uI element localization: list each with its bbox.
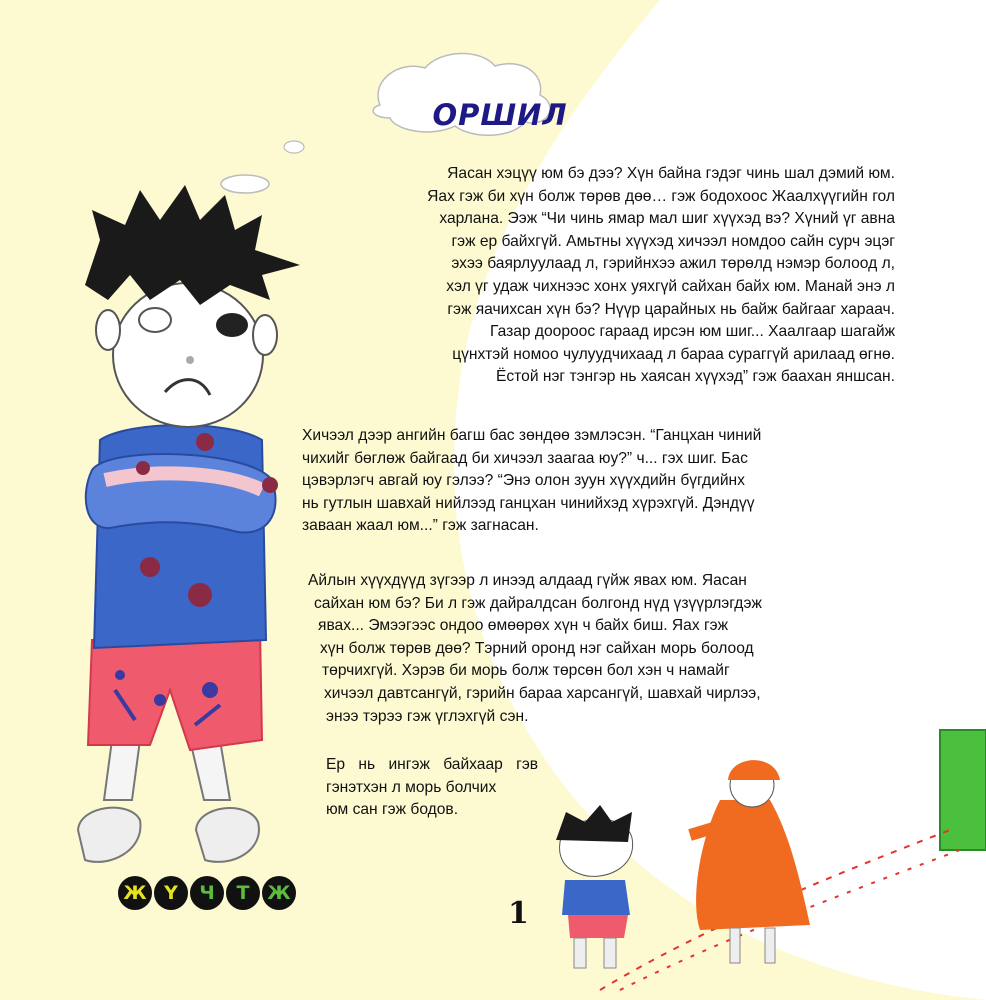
cloud-small <box>221 175 269 193</box>
text-line: Хичээл дээр ангийн багш бас зөндөө зэмлэсэн. “Ганцхан чиний <box>302 427 762 444</box>
paragraph-2 <box>302 425 902 538</box>
text-line: хичээл давтсангүй, гэрийн бараа харсангүй, шавхай чирлээ, <box>324 684 761 702</box>
logo-letter: Ч <box>190 876 224 910</box>
paragraph-1 <box>295 163 895 389</box>
text-line: цүнхтэй номоо чулуудчихаад л бараа сураггүй арилаад өгнө. <box>452 345 895 363</box>
text-line: Ер нь ингэж байхаар гэв <box>326 756 539 773</box>
text-line: эхээ баярлуулаад л, гэрийнхээ ажил төрөлд нэмэр болоод л, <box>451 255 895 273</box>
page-title: ОРШИЛ <box>432 98 568 132</box>
text-line: энээ тэрээ гэж үглэхгүй сэн. <box>326 707 529 725</box>
boy-illustration <box>78 185 300 862</box>
text-line: Ёстой нэг тэнгэр нь хаясан хүүхэд” гэж баахан яншсан. <box>495 368 895 386</box>
text-line: цэвэрлэгч авгай юу гэлээ? “Энэ олон зуун хүүхдийн бүгдийнх <box>302 472 745 490</box>
logo-letter: Ү <box>154 876 188 910</box>
text-line: хүн болж төрөв дөө? Тэрний оронд нэг сайхан морь болоод <box>320 639 754 657</box>
text-line: Яах гэж би хүн болж төрөв дөө… гэж бодохоос Жаалхүүгийн гол <box>427 187 895 205</box>
logo-letter: Т <box>226 876 260 910</box>
text-line: нь гутлын шавхай нийлээд ганцхан чинийхэд хүрэхгүй. Дэндүү <box>302 494 755 512</box>
logo-letter: Ж <box>118 876 152 910</box>
text-line: хэл үг удаж чихнээс хонх уяхгүй сайхан байх юм. Манай энэ л <box>446 277 895 295</box>
text-line: Айлын хүүхдүүд зүгээр л инээд алдаад гүйж явах юм. Яасан <box>308 572 747 589</box>
series-logo <box>118 876 296 910</box>
text-line: Газар доороос гараад ирсэн юм шиг... Хаалгаар шагайж <box>490 323 895 341</box>
cloud-tiny <box>284 141 304 153</box>
paragraph-3 <box>308 570 898 728</box>
text-line: заваан жаал юм...” гэж загнасан. <box>302 517 539 535</box>
page-number: 1 <box>508 896 529 931</box>
text-line: гэж яачихсан хүн бэ? Нүүр царайных нь байж байгааг хараач. <box>447 300 895 318</box>
logo-letter: Ж <box>262 876 296 910</box>
text-line: явах... Эмээгээс ондоо өмөөрөх хүн ч байх биш. Яах гэж <box>318 617 729 635</box>
text-line: харлана. Ээж “Чи чинь ямар мал шиг хүүхэд вэ? Хүний үг авна <box>439 210 895 228</box>
text-line: Яасан хэцүү юм бэ дээ? Хүн байна гэдэг чинь шал дэмий юм. <box>447 165 895 182</box>
text-line: чихийг бөглөж байгаад би хичээл заагаа юу?” ч... гэх шиг. Бас <box>302 449 748 467</box>
text-line: төрчихгүй. Хэрэв би морь болж төрсөн бол хэн ч намайг <box>322 662 730 680</box>
paragraph-4 <box>326 754 626 822</box>
text-line: сайхан юм бэ? Би л гэж дайралдсан болгонд нүд үзүүрлэгдэж <box>314 594 762 612</box>
text-line: гэж ер байхгүй. Амьтны хүүхэд хичээл номдоо сайн сурч эцэг <box>451 232 895 250</box>
text-line: юм сан гэж бодов. <box>326 801 459 819</box>
text-line: гэнэтхэн л морь болчих <box>326 778 497 796</box>
